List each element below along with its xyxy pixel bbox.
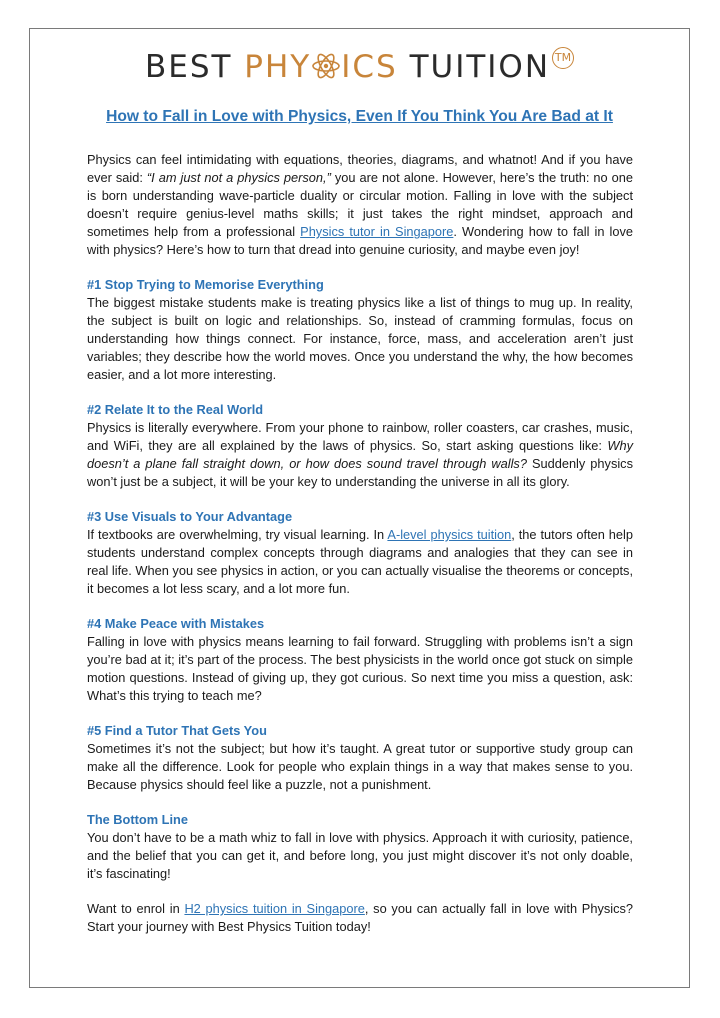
- section-body: The biggest mistake students make is treating physics like a list of things to mug up. In reality, the subject is built on logic and relationships. So, instead of cramming formulas, focus on understanding how things connect. For instance, force, mass, and acceleration aren’t just variables; they describe how the world moves. Once you understand the why, the how becomes easier, and a lot more interesting.: [87, 295, 633, 382]
- section-body: If textbooks are overwhelming, try visual learning. In: [87, 527, 388, 542]
- section-heading: #5 Find a Tutor That Gets You: [87, 723, 267, 738]
- atom-icon: [311, 53, 341, 79]
- section-heading: #3 Use Visuals to Your Advantage: [87, 509, 293, 524]
- intro-text: Physics can feel intimidating with equations, theories, diagrams, and whatnot! And if you have ever said:: [87, 152, 633, 185]
- logo-text-tuition: TUITION: [397, 49, 551, 85]
- logo-text-phy: PHY: [244, 49, 312, 85]
- document-page: [29, 28, 690, 988]
- closing-text: Want to enrol in: [87, 901, 185, 916]
- section-4: [87, 615, 633, 705]
- section-heading: #4 Make Peace with Mistakes: [87, 616, 265, 631]
- intro-text-3: . Wondering how to fall in love with physics? Here’s how to turn that dread into genuine curiosity, and maybe even joy!: [87, 224, 633, 257]
- h2-tuition-link[interactable]: H2 physics tuition in Singapore: [184, 901, 365, 916]
- section-body: Sometimes it’s not the subject; but how it’s taught. A great tutor or supportive study group can make all the difference. Look for people who explain things in a way that makes sense to you. Because physics should feel like a puzzle, not a punishment.: [87, 741, 633, 792]
- article-body: [87, 151, 633, 953]
- section-body: Physics is literally everywhere. From your phone to rainbow, roller coasters, car crashes, music, and WiFi, they are all explained by the laws of physics. So, start asking questions like:: [87, 420, 633, 453]
- section-body: You don’t have to be a math whiz to fall in love with physics. Approach it with curiosity, patience, and the belief that you can get it, and before long, you just might discover it’s not only doable, it’s fascinating!: [87, 830, 633, 881]
- intro-text-2: you are not alone. However, here’s the truth: no one is born understanding wave-particle duality or circular motion. Falling in love with the subject doesn’t require genius-level maths skills; it just takes the right mindset, approach and sometimes help from a professional: [87, 170, 633, 239]
- brand-logo: [30, 47, 689, 85]
- section-bottom-line: [87, 811, 633, 883]
- closing-text-2: , so you can actually fall in love with Physics? Start your journey with Best Physics Tuition today!: [87, 901, 634, 934]
- closing-paragraph: [87, 900, 633, 936]
- section-3: [87, 508, 633, 598]
- logo-text-ics: ICS: [341, 49, 398, 85]
- section-heading: #1 Stop Trying to Memorise Everything: [87, 277, 324, 292]
- logo-text-best: BEST: [144, 49, 245, 85]
- section-heading: The Bottom Line: [87, 812, 188, 827]
- section-body-2: , the tutors often help students understand complex concepts through diagrams and analogies that they can see in real life. When you see physics in action, or you can actually visualise the theorems or concepts, it becomes a lot less scary, and a lot more fun.: [87, 527, 634, 596]
- physics-tutor-link[interactable]: Physics tutor in Singapore: [300, 224, 454, 239]
- article-title[interactable]: How to Fall in Love with Physics, Even If You Think You Are Bad at It: [106, 108, 613, 125]
- a-level-tuition-link[interactable]: A-level physics tuition: [387, 527, 512, 542]
- section-5: [87, 722, 633, 794]
- section-body: Falling in love with physics means learning to fail forward. Struggling with problems isn’t a sign you’re bad at it; it’s part of the process. The best physicists in the world once got stuck on simple motion questions. Instead of giving up, they got curious. So next time you miss a question, ask: What’s this trying to teach me?: [87, 634, 633, 703]
- trademark-mark: TM: [552, 47, 574, 69]
- intro-paragraph: [87, 151, 633, 259]
- section-1: [87, 276, 633, 384]
- intro-quote: “I am just not a physics person,”: [146, 170, 331, 185]
- section-italic-question: Why doesn’t a plane fall straight down, or how does sound travel through walls?: [87, 438, 633, 471]
- section-heading: #2 Relate It to the Real World: [87, 402, 264, 417]
- section-body-2: Suddenly physics won’t just be a subject, it will be your key to understanding the universe in all its glory.: [87, 456, 633, 489]
- section-2: [87, 401, 633, 491]
